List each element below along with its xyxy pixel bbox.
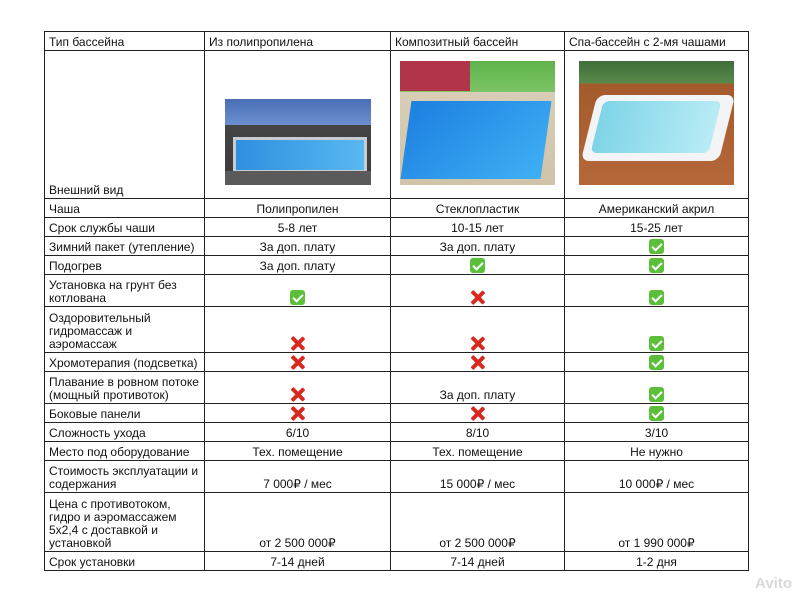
row-cell-value: Тех. помещение bbox=[391, 442, 565, 461]
row-cell-value: Полипропилен bbox=[205, 199, 391, 218]
table-row bbox=[45, 552, 749, 571]
check-mark-icon bbox=[470, 258, 485, 273]
check-mark-icon bbox=[649, 355, 664, 370]
row-cell-value: 6/10 bbox=[205, 423, 391, 442]
row-label: Стоимость эксплуатации и содержания bbox=[45, 461, 205, 493]
row-label: Зимний пакет (утепление) bbox=[45, 237, 205, 256]
row-label: Чаша bbox=[45, 199, 205, 218]
row-cell-value: Тех. помещение bbox=[205, 442, 391, 461]
table-row bbox=[45, 275, 749, 307]
row-cell bbox=[565, 353, 749, 372]
row-cell bbox=[391, 307, 565, 353]
row-cell-value: 10 000₽ / мес bbox=[565, 461, 749, 493]
header-row bbox=[45, 32, 749, 51]
row-cell bbox=[391, 275, 565, 307]
table-row bbox=[45, 307, 749, 353]
row-cell-value: За доп. плату bbox=[391, 372, 565, 404]
table-row bbox=[45, 237, 749, 256]
cross-mark-icon bbox=[290, 336, 305, 351]
photo-cell-spa bbox=[565, 51, 749, 199]
row-cell-value: Американский акрил bbox=[565, 199, 749, 218]
table-row bbox=[45, 404, 749, 423]
table-row bbox=[45, 442, 749, 461]
row-cell-value: 15 000₽ / мес bbox=[391, 461, 565, 493]
composite-pool-photo bbox=[400, 61, 555, 185]
table-row bbox=[45, 218, 749, 237]
check-mark-icon bbox=[649, 239, 664, 254]
photo-cell-polypropylene bbox=[205, 51, 391, 199]
row-cell-value: 1-2 дня bbox=[565, 552, 749, 571]
row-label: Срок установки bbox=[45, 552, 205, 571]
row-cell bbox=[565, 307, 749, 353]
header-label: Тип бассейна bbox=[45, 32, 205, 51]
row-label: Оздоровительный гидромассаж и аэромассаж bbox=[45, 307, 205, 353]
table-body bbox=[45, 199, 749, 571]
check-mark-icon bbox=[649, 290, 664, 305]
check-mark-icon bbox=[649, 387, 664, 402]
row-cell-value: 10-15 лет bbox=[391, 218, 565, 237]
row-cell-value: Стеклопластик bbox=[391, 199, 565, 218]
row-cell-value: 7-14 дней bbox=[205, 552, 391, 571]
table-row bbox=[45, 199, 749, 218]
row-cell-value: 7-14 дней bbox=[391, 552, 565, 571]
row-cell bbox=[205, 275, 391, 307]
appearance-row bbox=[45, 51, 749, 199]
row-cell-value: Не нужно bbox=[565, 442, 749, 461]
check-mark-icon bbox=[649, 406, 664, 421]
row-cell bbox=[565, 237, 749, 256]
row-cell-value: За доп. плату bbox=[205, 256, 391, 275]
check-mark-icon bbox=[649, 336, 664, 351]
row-cell bbox=[205, 353, 391, 372]
row-cell bbox=[391, 256, 565, 275]
row-label: Сложность ухода bbox=[45, 423, 205, 442]
table-row bbox=[45, 372, 749, 404]
row-label: Плавание в ровном потоке (мощный противоток) bbox=[45, 372, 205, 404]
row-label: Срок службы чаши bbox=[45, 218, 205, 237]
row-cell bbox=[565, 256, 749, 275]
row-cell bbox=[205, 307, 391, 353]
appearance-label: Внешний вид bbox=[45, 51, 205, 199]
row-cell bbox=[391, 404, 565, 423]
polypropylene-pool-photo bbox=[225, 99, 371, 185]
row-cell bbox=[565, 372, 749, 404]
cross-mark-icon bbox=[470, 290, 485, 305]
header-col-spa: Спа-бассейн с 2-мя чашами bbox=[565, 32, 749, 51]
row-cell bbox=[565, 275, 749, 307]
row-cell bbox=[205, 404, 391, 423]
row-label: Подогрев bbox=[45, 256, 205, 275]
row-cell-value: За доп. плату bbox=[205, 237, 391, 256]
table-row bbox=[45, 256, 749, 275]
row-label: Боковые панели bbox=[45, 404, 205, 423]
watermark: Avito bbox=[755, 575, 792, 592]
row-cell-value: За доп. плату bbox=[391, 237, 565, 256]
row-cell-value: 7 000₽ / мес bbox=[205, 461, 391, 493]
row-cell-value: 15-25 лет bbox=[565, 218, 749, 237]
table-row bbox=[45, 461, 749, 493]
row-cell-value: от 2 500 000₽ bbox=[391, 493, 565, 552]
row-cell bbox=[391, 353, 565, 372]
row-cell-value: от 2 500 000₽ bbox=[205, 493, 391, 552]
header-col-polypropylene: Из полипропилена bbox=[205, 32, 391, 51]
cross-mark-icon bbox=[470, 336, 485, 351]
row-cell-value: 3/10 bbox=[565, 423, 749, 442]
cross-mark-icon bbox=[290, 355, 305, 370]
table-row bbox=[45, 353, 749, 372]
row-cell bbox=[205, 372, 391, 404]
row-label: Хромотерапия (подсветка) bbox=[45, 353, 205, 372]
photo-cell-composite bbox=[391, 51, 565, 199]
table-row bbox=[45, 423, 749, 442]
check-mark-icon bbox=[649, 258, 664, 273]
cross-mark-icon bbox=[290, 387, 305, 402]
cross-mark-icon bbox=[290, 406, 305, 421]
header-col-composite: Композитный бассейн bbox=[391, 32, 565, 51]
check-mark-icon bbox=[290, 290, 305, 305]
comparison-table bbox=[44, 31, 749, 571]
row-label: Установка на грунт без котлована bbox=[45, 275, 205, 307]
cross-mark-icon bbox=[470, 355, 485, 370]
table-row bbox=[45, 493, 749, 552]
row-cell-value: 5-8 лет bbox=[205, 218, 391, 237]
row-label: Цена с противотоком, гидро и аэромассажем 5х2,4 с доставкой и установкой bbox=[45, 493, 205, 552]
spa-pool-photo bbox=[579, 61, 734, 185]
row-cell bbox=[565, 404, 749, 423]
row-label: Место под оборудование bbox=[45, 442, 205, 461]
row-cell-value: от 1 990 000₽ bbox=[565, 493, 749, 552]
row-cell-value: 8/10 bbox=[391, 423, 565, 442]
cross-mark-icon bbox=[470, 406, 485, 421]
